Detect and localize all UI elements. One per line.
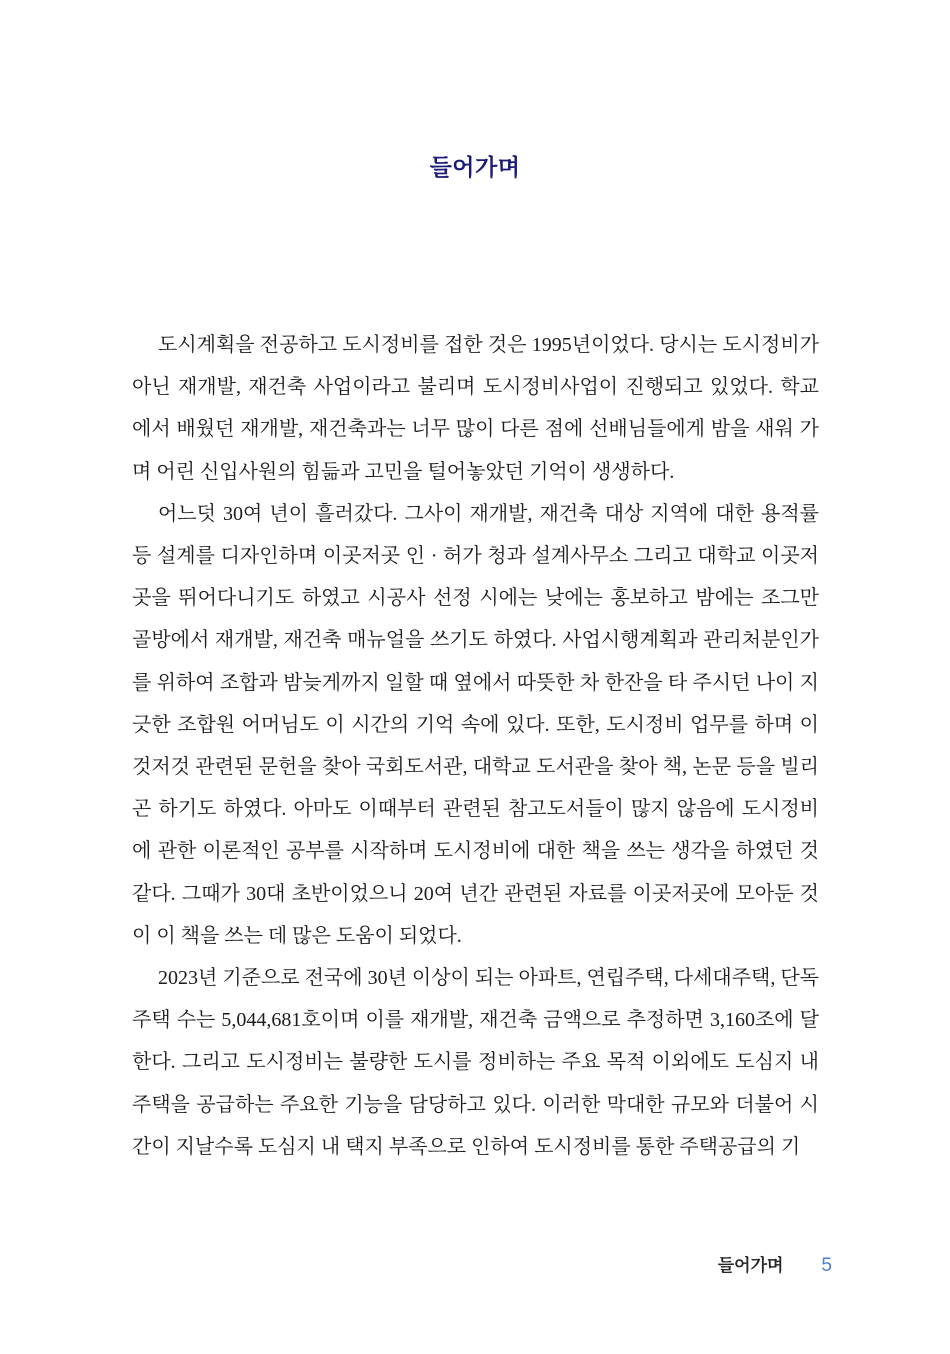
page-number: 5 <box>821 1255 832 1276</box>
page-title: 들어가며 <box>429 154 521 181</box>
paragraph-2: 어느덧 30여 년이 흘러갔다. 그사이 재개발, 재건축 대상 지역에 대한 용적률 등 설계를 디자인하며 이곳저곳 인 · 허가 청과 설계사무소 그리고 대학교 이곳저곳을 뛰어다니기도 하였고 시공사 선정 시에는 낮에는 홍보하고 밤에는 조그만 골방에서 재개발, 재건축 매뉴얼을 쓰기도 하였다. 사업시행계획과 관리처분인가를 위하여 조합과 밤늦게까지 일할 때 옆에서 따뜻한 차 한잔을 타 주시던 나이 지긋한 조합원 어머님도 이 시간의 기억 속에 있다. 또한, 도시정비 업무를 하며 이것저것 관련된 문헌을 찾아 국회도서관, 대학교 도서관을 찾아 책, 논문 등을 빌리곤 하기도 하였다. 아마도 이때부터 관련된 참고도서들이 많지 않음에 도시정비에 관한 이론적인 공부를 시작하며 도시정비에 대한 책을 쓰는 생각을 하였던 것 같다. 그때가 30대 초반이었으니 20여 년간 관련된 자료를 이곳저곳에 모아둔 것이 이 책을 쓰는 데 많은 도움이 되었다. <box>132 502 819 947</box>
footer-section-label: 들어가며 <box>717 1256 784 1275</box>
page-footer <box>718 1251 832 1277</box>
paragraph-1: 도시계획을 전공하고 도시정비를 접한 것은 1995년이었다. 당시는 도시정비가 아닌 재개발, 재건축 사업이라고 불리며 도시정비사업이 진행되고 있었다. 학교에서 배웠던 재개발, 재건축과는 너무 많이 다른 점에 선배님들에게 밤을 새워 가며 어린 신입사원의 힘듦과 고민을 털어놓았던 기억이 생생하다. <box>132 334 819 483</box>
paragraph-3: 2023년 기준으로 전국에 30년 이상이 되는 아파트, 연립주택, 다세대주택, 단독주택 수는 5,044,681호이며 이를 재개발, 재건축 금액으로 추정하면 3,160조에 달한다. 그리고 도시정비는 불량한 도시를 정비하는 주요 목적 이외에도 도심지 내 주택을 공급하는 주요한 기능을 담당하고 있다. 이러한 막대한 규모와 더불어 시간이 지날수록 도심지 내 택지 부족으로 인하여 도시정비를 통한 주택공급의 기 <box>132 967 819 1158</box>
body-text <box>132 324 819 1168</box>
